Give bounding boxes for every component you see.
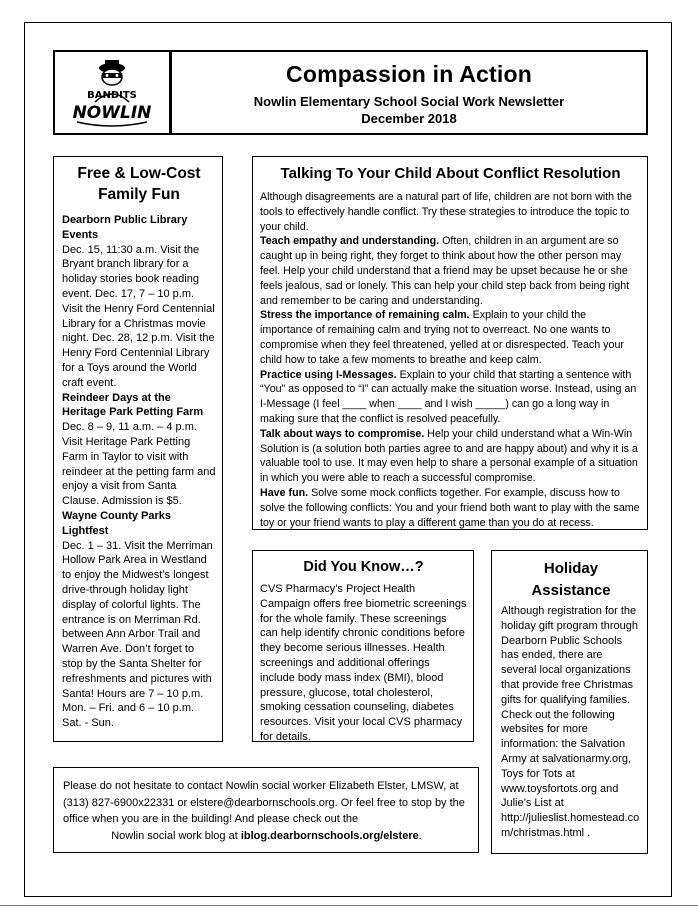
section-body: Dec. 8 – 9, 11 a.m. – 4 p.m. Visit Heritage Park Petting Farm in Taylor to visit with reindeer at the petting farm and enjoy a visit from Santa Clause. Admission is $5. xyxy=(62,421,216,508)
logo-bottom-text: NOWLIN xyxy=(72,103,152,123)
blog-link[interactable]: iblog.dearbornschools.org/elstere xyxy=(240,829,419,842)
section-body: Dec. 1 – 31. Visit the Merriman Hollow Park Area in Westland to enjoy the Midwest’s longest drive-through holiday light display of colorful lights. The entrance is on Merriman Rd. between Ann Arbor Trail and Warren Ave. Don’t forget to stop by the Santa Shelter for refreshments and pictures with Santa! Hours are 7 – 10 p.m. Mon. – Fri. and 6 – 10 p.m. Sat. - Sun. xyxy=(62,539,213,730)
tip-body: Help your child understand what a Win-Win Solution is (a solution both parties agree to and are happy about) and why it is a valuable tool to use. It may even help to share a personal example of a situation in which you were able to reach a successful compromise. xyxy=(260,427,638,485)
tip-body: Often, children in an argument are so caught up in being right, they forget to think about how the other person may feel. Help your child understand that a friend may be upset because he or she feels jealous, sad or lonely. This can help your child step back from being right and remember to be caring and understanding. xyxy=(260,235,630,307)
tip-heading: Practice using I-Messages. xyxy=(260,368,397,381)
blog-suffix: . xyxy=(418,829,422,842)
conflict-tip xyxy=(260,427,641,486)
holiday-title-line1: Holiday xyxy=(543,560,599,577)
contact-body: Please do not hesitate to contact Nowlin social worker Elizabeth Elster, LMSW, at (313) 827-6900x22331 or elstere@dearbornschools.org. Or feel free to stop by the office when you are in the building! And please check out the xyxy=(63,780,465,825)
section-body: Dec. 15, 11:30 a.m. Visit the Bryant branch library for a holiday stories book reading event. Dec. 17, 7 – 10 p.m. Visit the Henry Ford Centennial Library for a Christmas movie night. Dec. 28, 12 p.m. Visit the Henry Ford Centennial Library for a Toys around the World craft event. xyxy=(62,243,215,389)
header-text xyxy=(172,52,646,133)
bandits-logo-icon xyxy=(55,52,169,133)
logo-top-text: BANDITS xyxy=(87,90,137,101)
conflict-title: Talking To Your Child About Conflict Resolution xyxy=(280,165,621,182)
holiday-body: Although registration for the holiday gift program through Dearborn Public Schools has ended, there are several local organizations that provide free Christmas gifts for qualifying families. Check out the following websites for more information: the Salvation Army at salvationarmy.org, Toys for Tots at www.toysfortots.org and Julie’s List at http://julieslist.homestead.com/christmas.html . xyxy=(501,605,640,839)
section-heading: Wayne County Parks Lightfest xyxy=(62,509,172,537)
bottom-divider xyxy=(0,905,698,906)
tip-body: Explain to your child that starting a sentence with “You” as opposed to “I” can actually make the situation worse. Instead, using an I-Message (I feel ____ when ____ and I wish _____) can go a long way in making sure that the conflict is resolved peacefully. xyxy=(260,368,637,425)
free-fun-title xyxy=(62,163,216,205)
conflict-tip xyxy=(260,234,641,308)
section-heading: Dearborn Public Library Events xyxy=(62,214,188,241)
tip-heading: Teach empathy and understanding. xyxy=(260,235,440,248)
free-fun-content xyxy=(62,213,216,731)
section-heading: Reindeer Days at the Heritage Park Petting Farm xyxy=(62,391,204,419)
newsletter-date: December 2018 xyxy=(361,111,457,126)
tip-heading: Have fun. xyxy=(260,486,309,499)
contact-blog-line xyxy=(63,828,470,845)
conflict-tip xyxy=(260,368,641,427)
tip-body: Solve some mock conflicts together. For example, discuss how to solve the following conflicts: You and your friend both want to play with the same toy or your friend wants to play a different game than you do at recess. xyxy=(260,486,640,529)
holiday-title-line2: Assistance xyxy=(531,582,611,599)
newsletter-subtitle: Nowlin Elementary School Social Work Newsletter xyxy=(253,94,565,109)
conflict-box xyxy=(252,156,648,530)
free-fun-title-line2: Family Fun xyxy=(98,186,180,203)
did-you-know-title: Did You Know…? xyxy=(303,559,424,575)
newsletter-title: Compassion in Action xyxy=(286,61,532,87)
contact-content xyxy=(63,778,470,844)
tip-body: Explain to your child the importance of remaining calm and trying not to overreact. No one wants to compromise when they feel threatened, yelled at or disrespected. Teach your child how to take a few moments to breathe and keep calm. xyxy=(260,309,624,366)
tip-heading: Stress the importance of remaining calm. xyxy=(260,309,470,322)
free-fun-title-line1: Free & Low-Cost xyxy=(77,165,201,182)
tip-heading: Talk about ways to compromise. xyxy=(260,427,425,440)
newsletter-header xyxy=(53,50,648,135)
conflict-tip xyxy=(260,308,641,367)
free-fun-box xyxy=(53,156,223,742)
did-you-know-box xyxy=(252,550,474,742)
holiday-title xyxy=(501,558,641,602)
did-you-know-body: CVS Pharmacy’s Project Health Campaign offers free biometric screenings for the whole family. These screenings can help identify chronic conditions before they become serious illnesses. Health screenings and additional offerings include body mass index (BMI), blood pressure, glucose, total cholesterol, smoking cessation counseling, diabetes resources. Visit your local CVS pharmacy for details. xyxy=(260,583,467,743)
holiday-box xyxy=(491,550,648,854)
conflict-tip xyxy=(260,486,641,530)
conflict-intro: Although disagreements are a natural part of life, children are not born with the tools to effectively handle conflict. Try these strategies to introduce the topic to your child. xyxy=(260,191,632,233)
blog-prefix: Nowlin social work blog at xyxy=(111,829,241,842)
conflict-content xyxy=(260,190,641,530)
contact-box xyxy=(53,767,479,853)
logo-box xyxy=(55,52,172,133)
